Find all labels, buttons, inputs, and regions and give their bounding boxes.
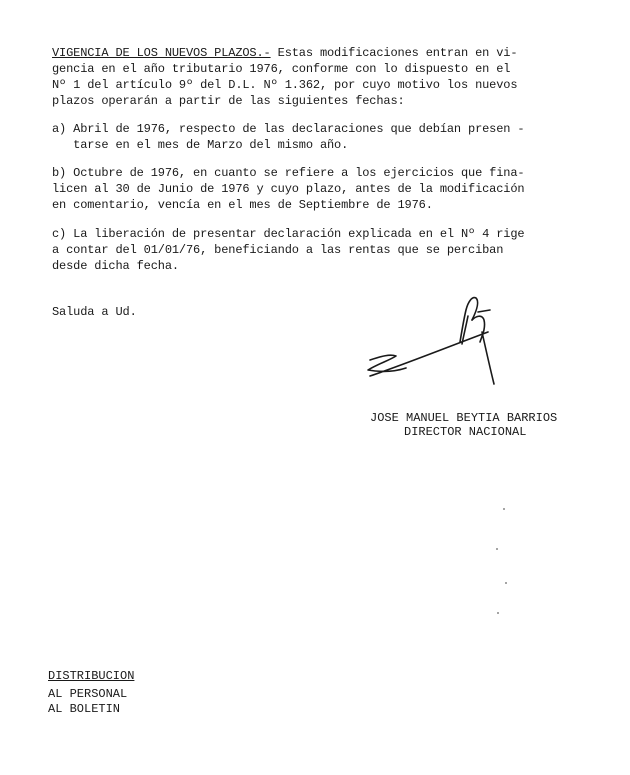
paragraph-vigencia [52,45,612,109]
intro-line-4: plazos operarán a partir de las siguientes fechas: [52,94,405,108]
paragraph-item-c [52,226,612,274]
item-a-line-2: tarse en el mes de Marzo del mismo año. [52,138,349,152]
signatory-name: JOSE MANUEL BEYTIA BARRIOS [370,411,558,425]
item-c-line-1: c) La liberación de presentar declaración explicada en el Nº 4 rige [52,227,525,241]
item-c-line-3: desde dicha fecha. [52,259,179,273]
item-b-line-2: licen al 30 de Junio de 1976 y cuyo plazo, antes de la modificación [52,182,525,196]
scan-speck [497,612,499,614]
paragraph-item-a [52,121,612,153]
intro-line-1: Estas modificaciones entran en vi- [270,46,518,60]
intro-line-2: gencia en el año tributario 1976, conforme con lo dispuesto en el [52,62,511,76]
item-b-line-1: b) Octubre de 1976, en cuanto se refiere a los ejercicios que fina- [52,166,525,180]
scan-speck [496,548,498,550]
closing-greeting: Saluda a Ud. [52,305,137,319]
scan-speck [503,508,505,510]
scan-speck [505,582,507,584]
paragraph-item-b [52,165,612,213]
signatory-title: DIRECTOR NACIONAL [404,425,527,439]
distribution-item-personal: AL PERSONAL [48,687,128,701]
item-b-line-3: en comentario, vencía en el mes de Septiembre de 1976. [52,198,433,212]
handwritten-signature [360,290,510,395]
section-heading: VIGENCIA DE LOS NUEVOS PLAZOS.- [52,46,271,60]
intro-line-3: Nº 1 del artículo 9º del D.L. Nº 1.362, por cuyo motivo los nuevos [52,78,518,92]
item-a-line-1: a) Abril de 1976, respecto de las declaraciones que debían presen - [52,122,525,136]
distribution-heading: DISTRIBUCION [48,669,135,683]
distribution-item-boletin: AL BOLETIN [48,702,121,716]
item-c-line-2: a contar del 01/01/76, beneficiando a las rentas que se perciban [52,243,504,257]
